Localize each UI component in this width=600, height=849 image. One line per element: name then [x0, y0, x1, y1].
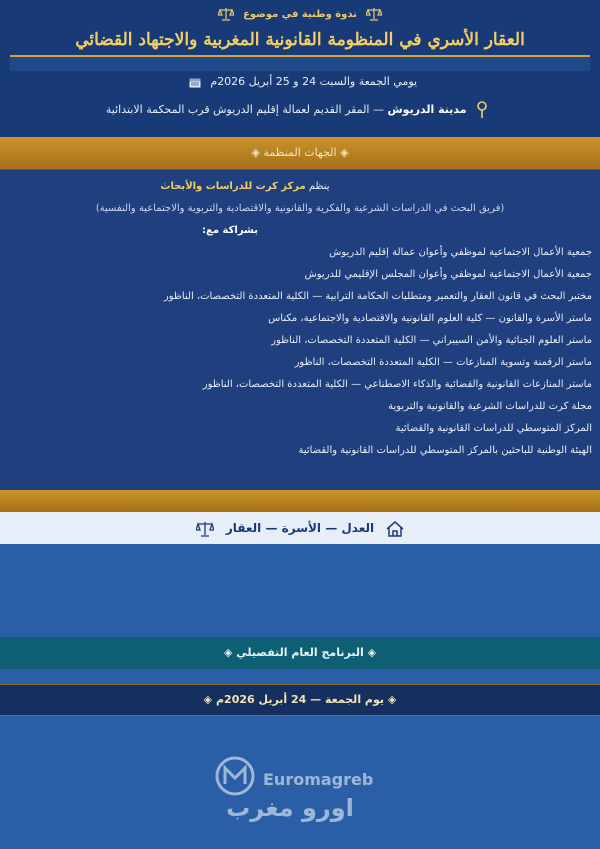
day-one-heading: [0, 684, 600, 716]
partner-item: ماستر المنازعات القانونية والقضائية والذكاء الاصطناعي — الكلية المتعددة التخصصات، الناظور: [202, 379, 592, 390]
research-team: (فريق البحث في الدراسات الشرعية والفكرية والقانونية والاقتصادية والتربوية والاجتماعية والنفسية): [95, 203, 505, 214]
partner-item: ماستر الرقمنة وتسوية المنازعات — الكلية المتعددة التخصصات، الناظور: [294, 357, 592, 368]
watermark-arabic: اورو مغرب: [226, 794, 354, 822]
header: [0, 0, 600, 137]
diamond-icon: ◈: [363, 646, 377, 659]
diamond-icon: ◈: [203, 693, 213, 706]
diamond-icon: ◈: [223, 646, 233, 659]
watermark-latin: Euromagreb: [263, 770, 374, 789]
partner-item: ماستر الأسرة والقانون — كلية العلوم القانونية والاقتصادية والاجتماعية، مكناس: [268, 313, 592, 324]
home-icon: [386, 521, 404, 537]
scales-of-justice-icon: [218, 7, 234, 21]
gold-divider: [0, 490, 600, 512]
partner-item: المركز المتوسطي للدراسات القانونية والقضائية: [395, 423, 592, 434]
organizers-heading-text: الجهات المنظمة: [263, 146, 337, 159]
event-dates: [0, 75, 600, 88]
divider-bar: [10, 57, 590, 71]
calendar-icon: [189, 77, 201, 88]
partner-item: جمعية الأعمال الاجتماعية لموظفي وأعوان عمالة إقليم الدريوش: [329, 247, 592, 258]
diamond-icon: ◈: [251, 146, 260, 159]
lead-organizer: [8, 176, 592, 198]
organizers-section: [0, 170, 600, 490]
euromagreb-logo-icon: [215, 756, 255, 796]
partner-item: مختبر البحث في قانون العقار والتعمير ومتطلبات الحكامة الترابية — الكلية المتعددة التخصصات، الناظور: [163, 291, 592, 302]
program-heading-text: البرنامج العام التفصيلي: [236, 646, 364, 659]
city: مدينة الدريوش: [387, 103, 467, 116]
partner-item: الهيئة الوطنية للباحثين بالمركز المتوسطي للدراسات القانونية والقضائية: [298, 445, 592, 456]
watermark: [215, 756, 374, 828]
themes-text: العدل — الأسرة — العقار: [225, 521, 375, 535]
location-pin-icon: [476, 101, 488, 119]
partner-item: جمعية الأعمال الاجتماعية لموظفي وأعوان المجلس الإقليمي للدريوش: [304, 269, 592, 280]
partnership-label: بشراكة مع:: [202, 225, 258, 236]
venue: المقر القديم لعمالة إقليم الدريوش قرب المحكمة الابتدائية: [105, 103, 370, 116]
scales-of-justice-icon: [196, 521, 214, 537]
lead-organizer-name: مركز كرت للدراسات والأبحاث: [160, 181, 306, 192]
organizers-heading: [0, 137, 600, 169]
event-dates-text: يومي الجمعة والسبت 24 و 25 أبريل 2026م: [210, 75, 418, 88]
themes-band: [0, 512, 600, 544]
diamond-icon: ◈: [336, 146, 349, 159]
organizes-label: ينظم: [308, 181, 330, 192]
partner-item: مجلة كرت للدراسات الشرعية والقانونية والتربوية: [388, 401, 592, 412]
partner-item: ماستر العلوم الجنائية والأمن السيبراني — الكلية المتعددة التخصصات، الناظور: [271, 335, 592, 346]
page-title: العقار الأسري في المنظومة القانونية المغربية والاجتهاد القضائي: [75, 30, 525, 50]
scales-of-justice-icon: [366, 7, 382, 21]
diamond-icon: ◈: [384, 693, 397, 706]
kicker-text: ندوة وطنية في موضوع: [243, 9, 357, 20]
venue-separator: —: [369, 103, 384, 116]
program-heading: [0, 637, 600, 669]
day-one-text: يوم الجمعة — 24 أبريل 2026م: [215, 693, 385, 706]
event-venue: [0, 101, 600, 119]
kicker: [0, 7, 600, 21]
